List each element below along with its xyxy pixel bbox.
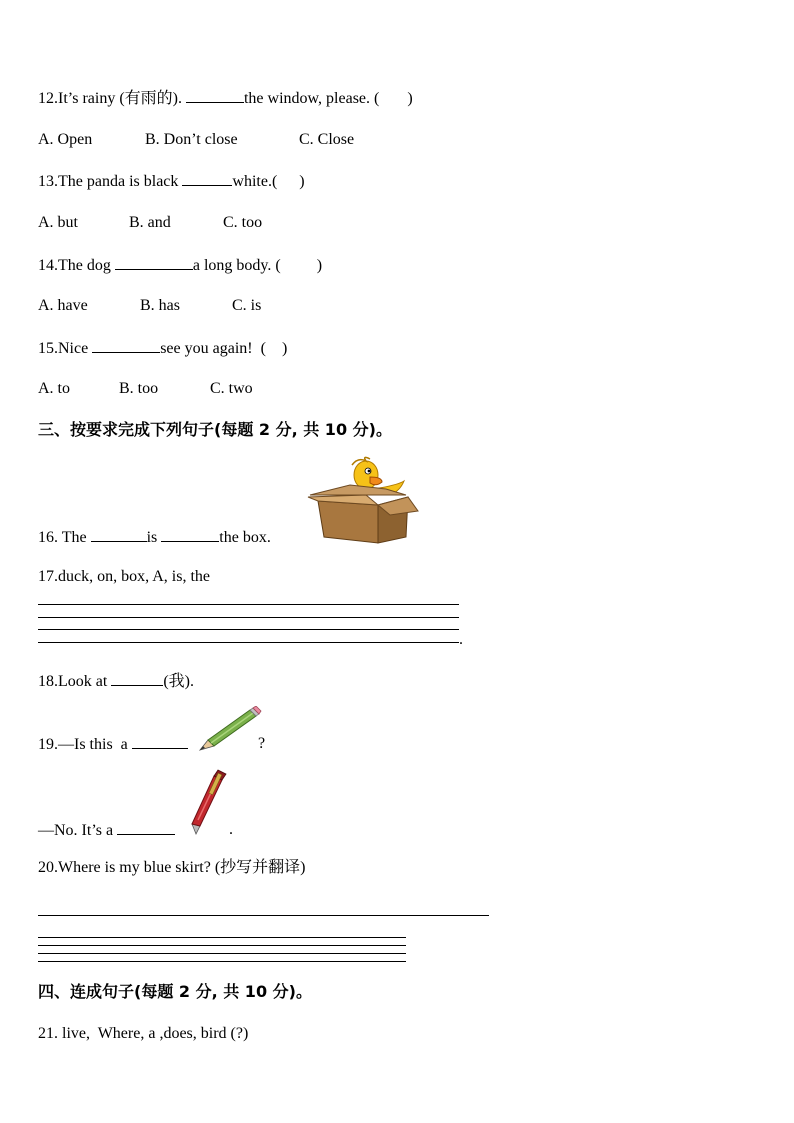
duck-in-box-picture [306,455,422,545]
question-13: 13.The panda is black white.( ) [38,173,305,190]
writing-line[interactable] [38,604,459,605]
question-14: 14.The dog a long body. ( ) [38,257,323,274]
answer-blank[interactable] [186,88,244,103]
writing-line[interactable] [38,937,406,938]
writing-line[interactable] [38,629,459,630]
option-b[interactable]: B. Don’t close [145,131,238,148]
option-a[interactable]: A. have [38,297,88,314]
pen-picture [188,768,230,838]
section-3-heading: 三、按要求完成下列句子(每题 2 分, 共 10 分)。 [38,420,392,439]
options-14 [38,296,262,316]
line-end-period: . [459,631,463,648]
answer-blank[interactable] [111,671,163,686]
question-18: 18.Look at (我). [38,673,194,690]
question-19-answer: —No. It’s a [38,820,175,841]
question-19: 19.—Is this a [38,734,188,755]
answer-blank[interactable] [117,820,175,835]
question-16: 16. The is the box. [38,529,271,546]
section-4-heading: 四、连成句子(每题 2 分, 共 10 分)。 [38,982,312,1001]
answer-blank[interactable] [132,734,188,749]
writing-line[interactable] [38,953,406,954]
question-20: 20.Where is my blue skirt? (抄写并翻译) [38,859,306,876]
option-b[interactable]: B. has [140,297,180,314]
answer-blank[interactable] [161,527,219,542]
writing-line[interactable] [38,617,459,618]
answer-blank[interactable] [115,255,193,270]
option-b[interactable]: B. and [129,214,171,231]
option-c[interactable]: C. Close [299,131,355,148]
writing-line[interactable] [38,642,459,643]
option-a[interactable]: A. Open [38,131,93,148]
question-21: 21. live, Where, a ,does, bird (?) [38,1025,249,1042]
option-b[interactable]: B. too [119,380,159,397]
options-12 [38,130,355,150]
option-c[interactable]: C. two [210,380,253,397]
option-c[interactable]: C. is [232,297,262,314]
option-a[interactable]: A. to [38,380,70,397]
options-13 [38,213,263,233]
writing-line[interactable] [38,915,489,916]
writing-line[interactable] [38,961,406,962]
option-c[interactable]: C. too [223,214,263,231]
options-15 [38,379,253,399]
option-a[interactable]: A. but [38,214,78,231]
period: . [229,821,233,838]
writing-line[interactable] [38,945,406,946]
answer-blank[interactable] [182,171,232,186]
pencil-picture [198,706,262,752]
answer-blank[interactable] [91,527,147,542]
question-17: 17.duck, on, box, A, is, the [38,568,210,585]
answer-blank[interactable] [92,338,160,353]
question-15: 15.Nice see you again! ( ) [38,340,288,357]
question-mark: ? [258,735,266,752]
question-12: 12.It’s rainy (有雨的). the window, please. ( ) [38,90,413,107]
